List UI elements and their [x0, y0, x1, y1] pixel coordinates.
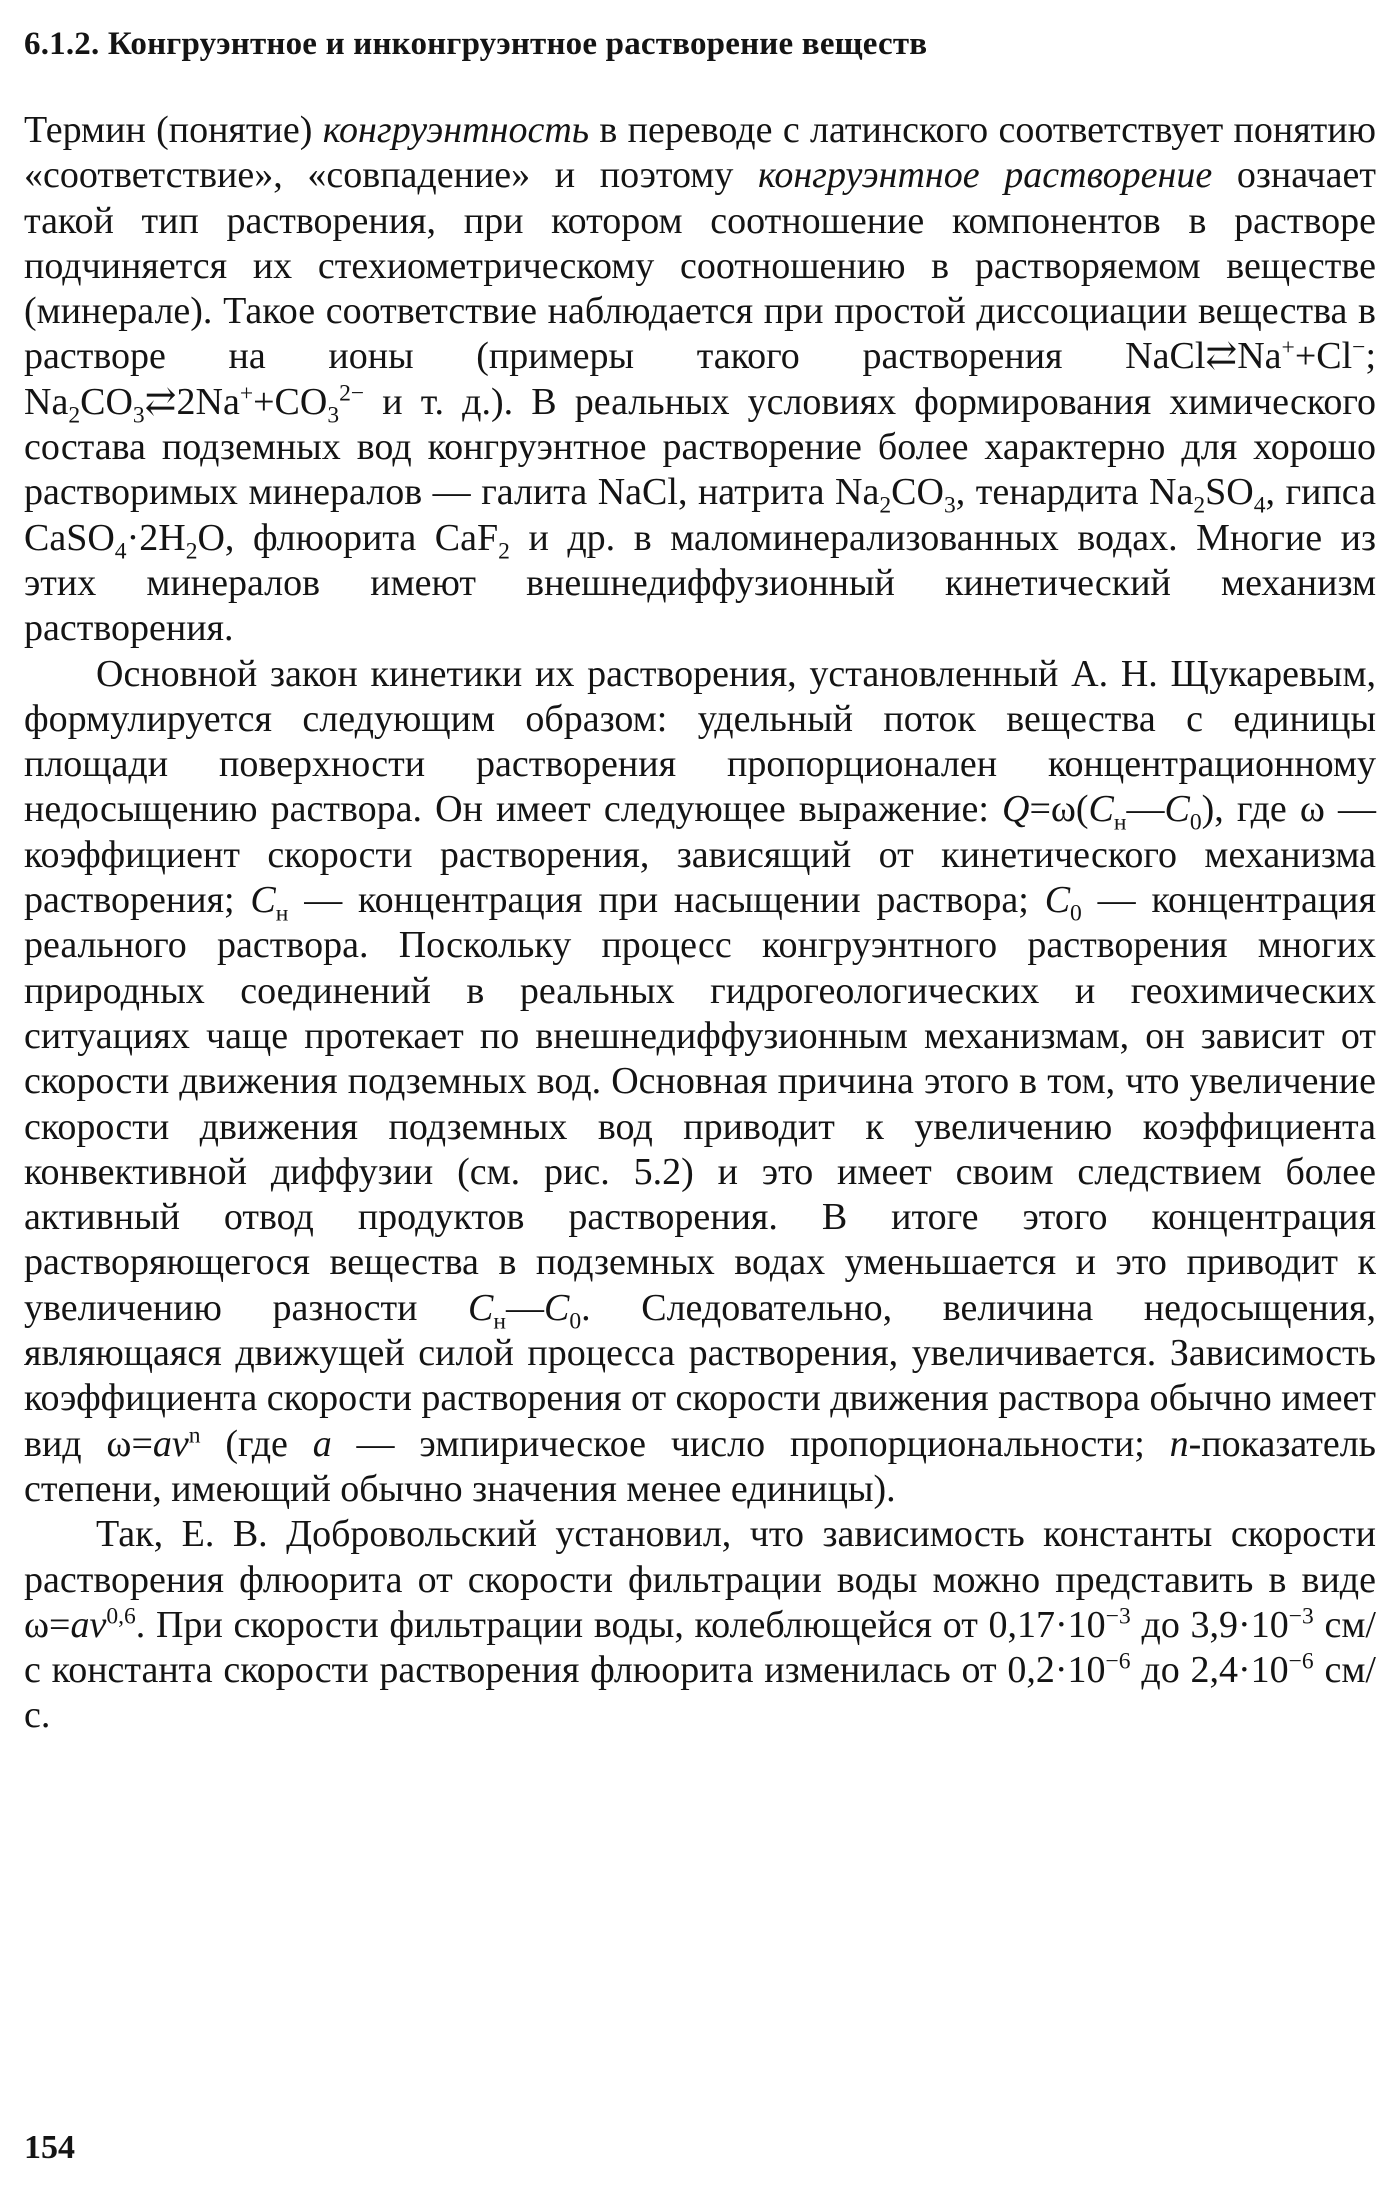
term-congruence: конгруэнтность	[322, 109, 590, 151]
body-text	[24, 108, 1376, 1739]
paragraph-shchukarev-law: Основной закон кинетики их растворения, установленный А. Н. Щукаревым, формулируется следующим образом: удельный поток вещества с единицы площади поверхности растворения пропорционален концентрационному недосыщению раствора. Он имеет следующее выражение: $Q=\omega(C_н—C_0)$, где ω — коэффициент скорости растворения, зависящий от кинетического механизма растворения; $C_н$ — концентрация при насыщении раствора; $C_0$ — концентрация реального раствора. Поскольку процесс конгруэнтного растворения многих природных соединений в реальных гидрогеологических и геохимических ситуациях чаще протекает по внешнедиффузионным механизмам, он зависит от скорости движения подземных вод. Основная причина этого в том, что увеличение скорости движения подземных вод приводит к увеличению коэффициента конвективной диффузии (см. рис. 5.2) и это имеет своим следствием более активный отвод продуктов растворения. В итоге этого концентрация растворяющегося вещества в подземных водах уменьшается и это приводит к увеличению разности $C_н—C_0$. Следовательно, величина недосыщения, являющаяся движущей силой процесса растворения, увеличивается. Зависимость коэффициента скорости растворения от скорости движения раствора обычно имеет вид $\omega=av^n$ (где a — эмпирическое число пропорциональности; n-показатель степени, имеющий обычно значения менее единицы).	[24, 652, 1377, 1510]
paragraph-congruent-definition: Термин (понятие) конгруэнтность в переводе с латинского соответствует понятию «соответствие», «совпадение» и поэтому конгруэнтное растворение означает такой тип растворения, при котором соотношение компонентов в растворе подчиняется их стехиометрическому соотношению в растворяемом веществе (минерале). Такое соответствие наблюдается при простой диссоциации вещества в растворе на ионы (примеры такого растворения NaCl⇄Na++Cl−; $Na_2CO_3⇄2Na^++CO_3^{2-}$ и т. д.). В реальных условиях формирования химического состава подземных вод конгруэнтное растворение более характерно для хорошо растворимых минералов — галита NaCl, натрита $Na_2CO_3$, тенардита $Na_2SO_4$, гипса $CaSO_4\cdot 2H_2O$, флюорита CaF$_2$ и др. в маломинерализованных водах. Многие из этих минералов имеют внешнедиффузионный кинетический механизм растворения.	[24, 109, 1376, 650]
page-number: 154	[24, 2129, 75, 2166]
term-congruent-dissolution: конгруэнтное растворение	[758, 154, 1213, 197]
section-heading: 6.1.2. Конгруэнтное и инконгруэнтное растворение веществ	[24, 26, 928, 62]
paragraph-dobrovolsky-fluorite: Так, Е. В. Добровольский установил, что зависимость константы скорости растворения флюорита от скорости фильтрации воды можно представить в виде ω=av$^{0,6}$. При скорости фильтрации воды, колеблющейся от $0,17\cdot 10^{-3}$ до $3,9\cdot 10^{-3}$ см/с константа скорости растворения флюорита изменилась от $0,2\cdot 10^{-6}$ до $2,4\cdot 10^{-6}$ см/с.	[24, 1513, 1376, 1737]
